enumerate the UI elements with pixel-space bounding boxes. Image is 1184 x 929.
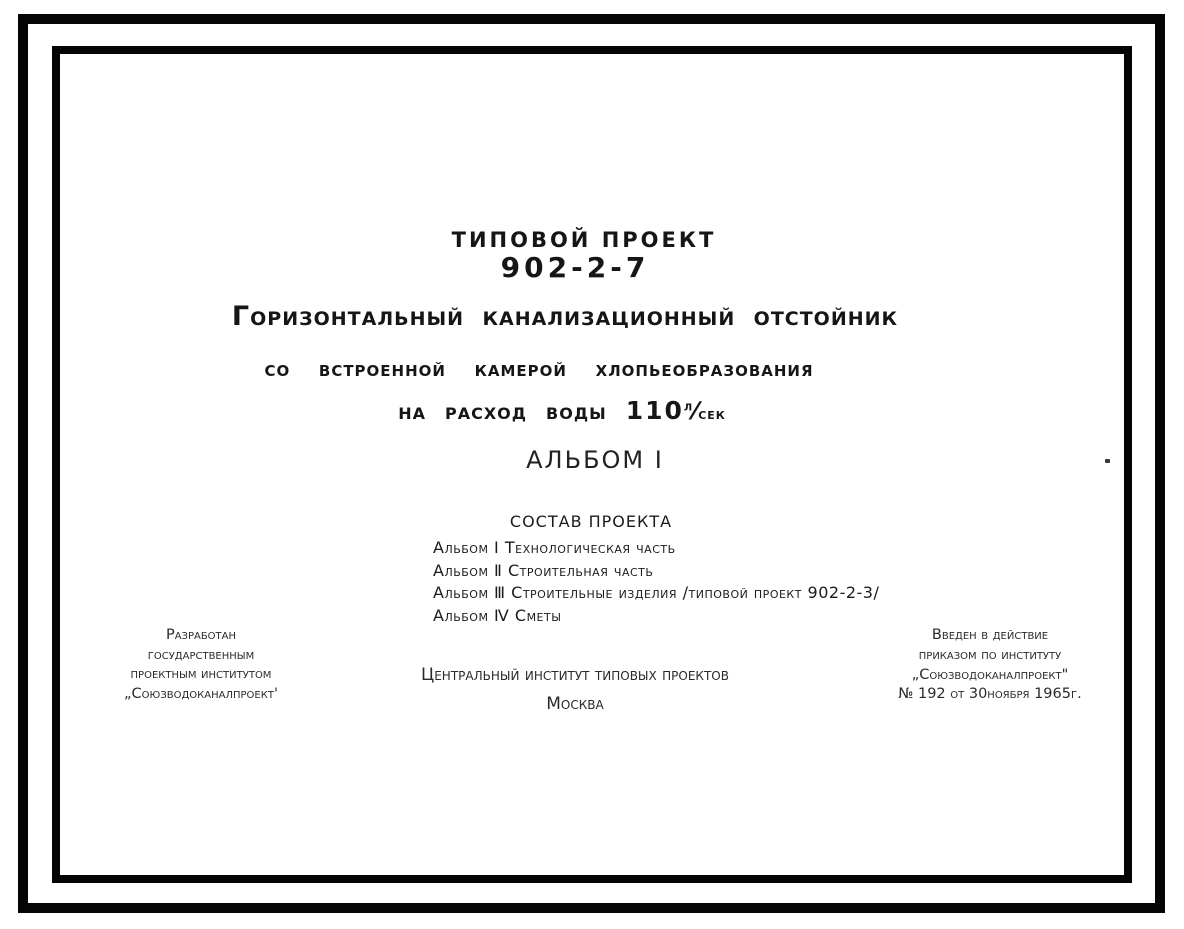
approval-block [868,626,1112,705]
document-number: 902-2-7 [500,251,650,284]
developer-line3: проектным институтом [130,666,272,682]
project-contents-section [433,512,880,627]
approval-line3: „Союзводоканалпроект" [911,666,1069,683]
contents-item-album4: Альбом Ⅳ Сметы [433,605,562,625]
main-title-line2: со встроенной камерой хлопьеобразования [264,357,814,382]
document-type-heading: ТИПОВОЙ ПРОЕКТ [451,228,717,252]
developer-line4: „Союзводоканалпроект' [124,685,278,702]
main-title-line3 [0,396,1124,425]
approval-line4: № 192 от 30ноября 1965г. [898,686,1082,703]
developer-line1: Разработан [165,627,237,643]
publisher-institute: Центральный институт типовых проектов [421,665,729,685]
flow-unit-denominator: сек [698,405,726,423]
developer-block [85,626,317,704]
publisher-city: Москва [546,694,604,714]
flow-rate-prefix: на расход воды [398,399,607,425]
approval-line2: приказом по институту [918,646,1062,663]
developer-line2: государственным [147,646,255,663]
contents-item-album3: Альбом Ⅲ Строительные изделия /типовой проект 902-2-3/ [433,583,880,602]
flow-unit-slash: ⁄ [693,397,699,425]
contents-item-album1: Альбом Ⅰ Технологическая часть [433,538,676,557]
contents-item-album2: Альбом Ⅱ Строительная часть [433,560,654,580]
publisher-block [375,664,775,715]
main-title-line1: Горизонтальный канализационный отстойник [231,301,899,332]
flow-unit-numerator: л [683,398,694,415]
flow-rate-value: 110 [625,396,684,425]
contents-heading: СОСТАВ ПРОЕКТА [509,512,673,531]
scan-ink-speck [1105,459,1110,463]
approval-line1: Введен в действие [931,627,1049,643]
album-number-heading: АЛЬБОМ Ⅰ [526,446,664,474]
